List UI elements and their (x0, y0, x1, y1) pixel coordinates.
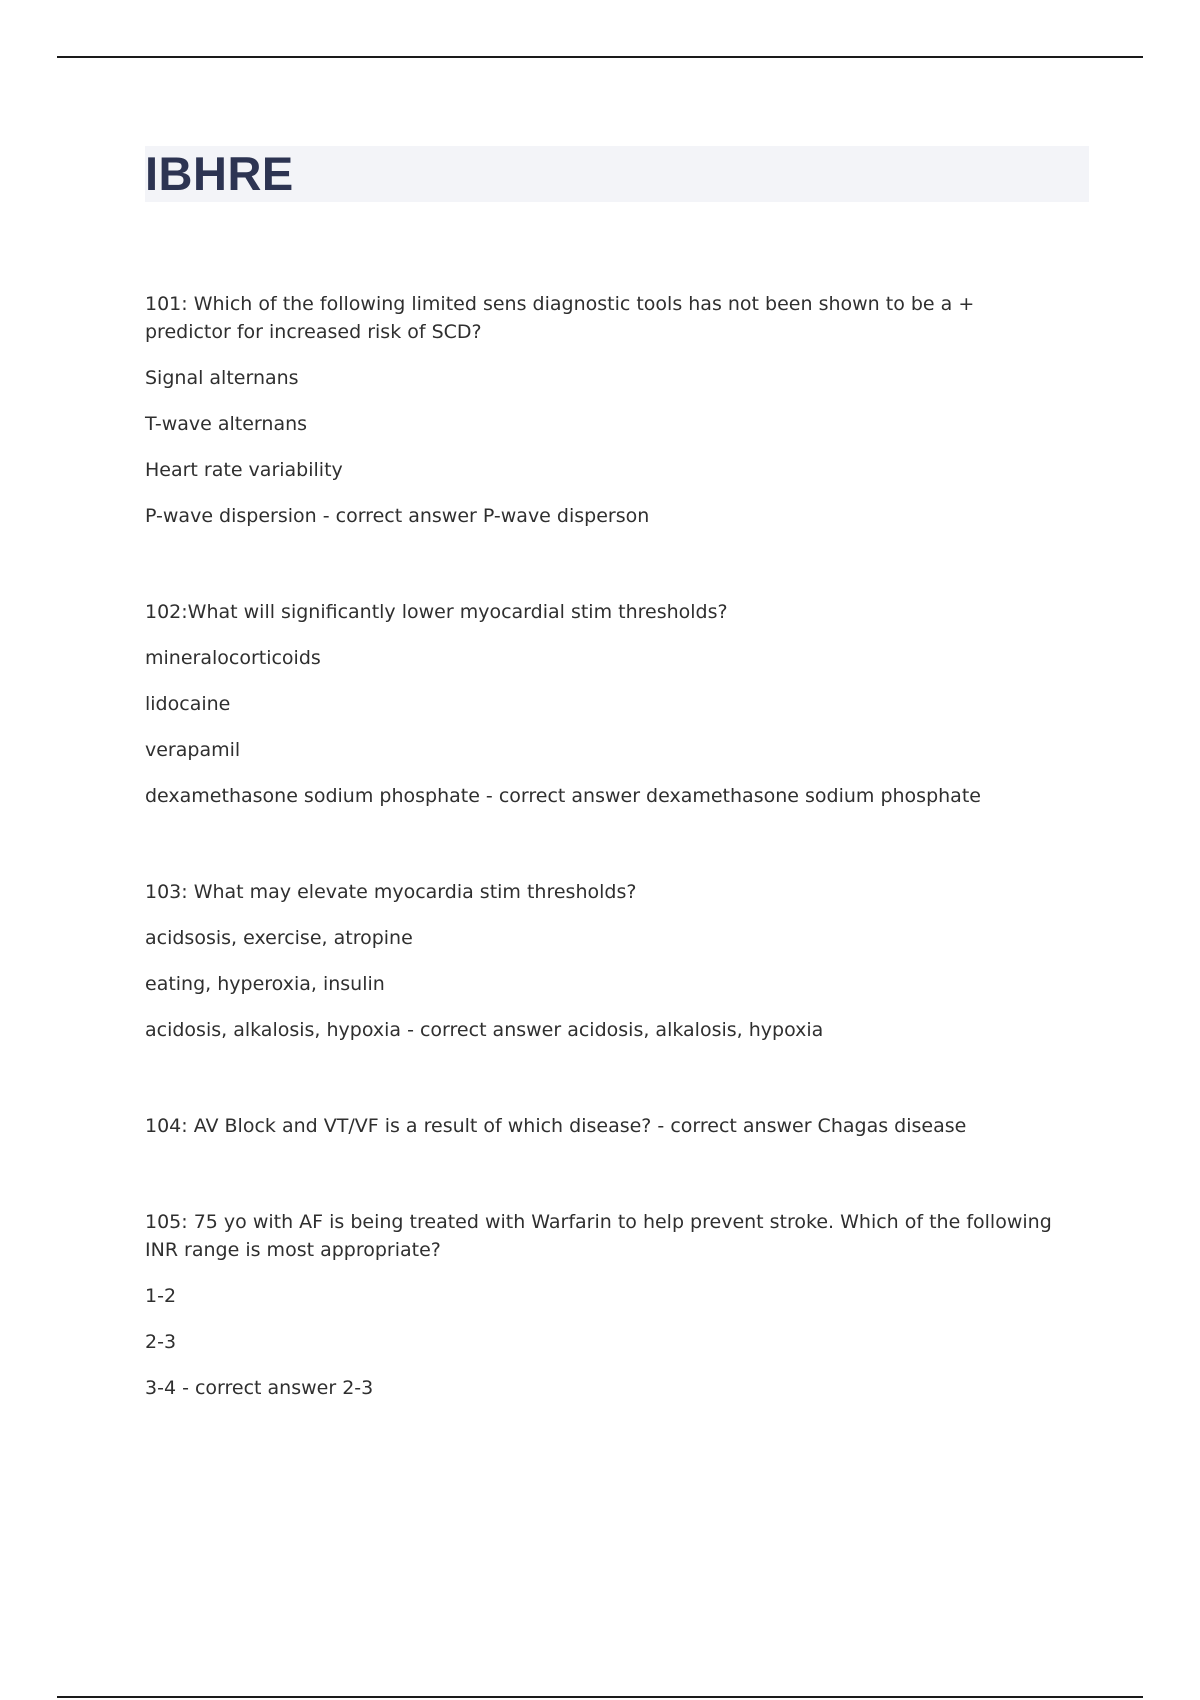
answer-option: mineralocorticoids (145, 647, 321, 669)
answer-option: acidsosis, exercise, atropine (145, 927, 413, 949)
question-104 (145, 1112, 1065, 1140)
top-divider (57, 56, 1143, 58)
answer-option: T-wave alternans (145, 413, 308, 435)
question-101 (145, 290, 1065, 530)
question-105 (145, 1208, 1065, 1402)
answer-option: 1-2 (145, 1285, 177, 1307)
answer-option: verapamil (145, 739, 241, 761)
question-text: 101: Which of the following limited sens diagnostic tools has not been shown to be a + predictor for increased risk of SCD? (145, 293, 975, 343)
question-text: 102:What will significantly lower myocardial stim thresholds? (145, 601, 728, 623)
answer-option-correct: 3-4 - correct answer 2-3 (145, 1377, 374, 1399)
bottom-divider (57, 1696, 1143, 1698)
question-list (145, 290, 1065, 1470)
answer-option: 2-3 (145, 1331, 177, 1353)
answer-option-correct: acidosis, alkalosis, hypoxia - correct answer acidosis, alkalosis, hypoxia (145, 1019, 824, 1041)
question-text: 104: AV Block and VT/VF is a result of which disease? - correct answer Chagas disease (145, 1115, 967, 1137)
question-102 (145, 598, 1065, 810)
document-title: IBHRE (145, 147, 294, 200)
answer-option: lidocaine (145, 693, 231, 715)
answer-option-correct: P-wave dispersion - correct answer P-wave disperson (145, 505, 650, 527)
answer-option: Heart rate variability (145, 459, 343, 481)
answer-option-correct: dexamethasone sodium phosphate - correct answer dexamethasone sodium phosphate (145, 785, 981, 807)
answer-option: eating, hyperoxia, insulin (145, 973, 385, 995)
question-text: 105: 75 yo with AF is being treated with Warfarin to help prevent stroke. Which of the following INR range is most appropriate? (145, 1211, 1052, 1261)
question-text: 103: What may elevate myocardia stim thresholds? (145, 881, 637, 903)
question-103 (145, 878, 1065, 1044)
answer-option: Signal alternans (145, 367, 299, 389)
